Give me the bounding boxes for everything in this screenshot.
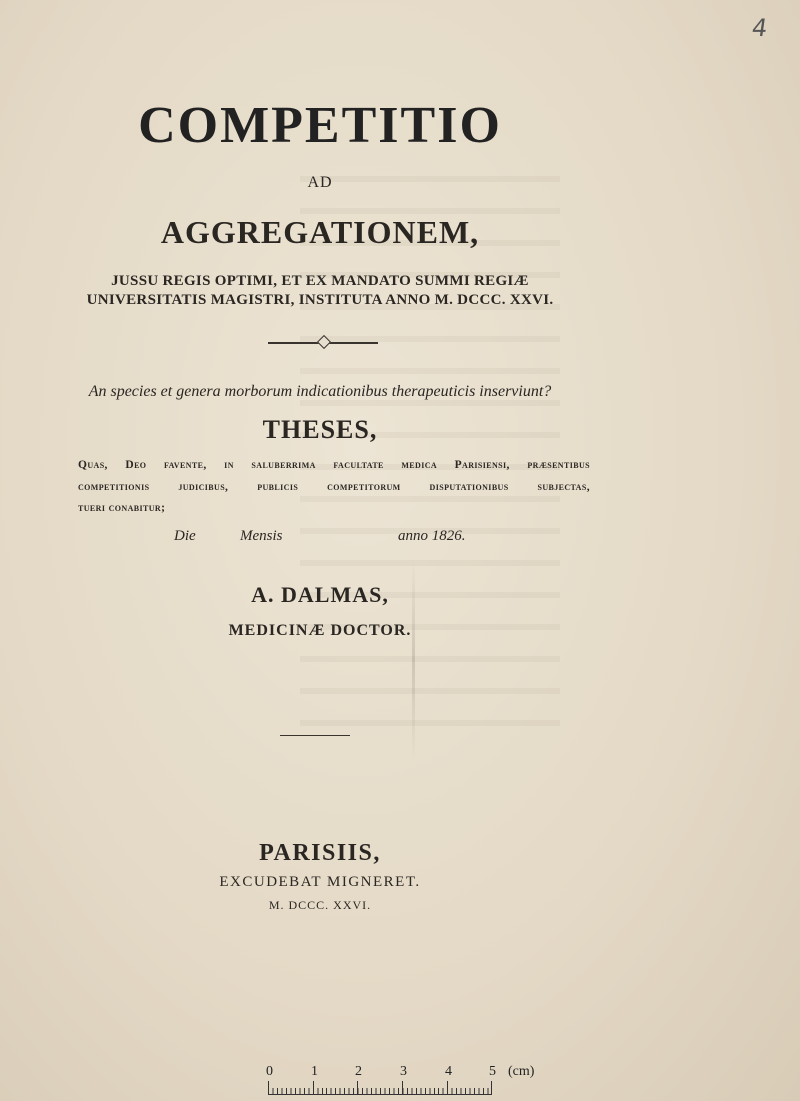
connector-word: AD [307,174,333,191]
scale-label-3: 3 [400,1064,407,1079]
theses-heading: THESES, [262,415,378,444]
thesis-question: An species et genera morborum indicationibus therapeuticis inserviunt? [88,383,552,400]
scale-label-5: 5 [489,1064,496,1079]
dedication-line-2: competitionis judicibus, publicis competitorum disputationibus subjectas, [78,481,590,493]
date-mensis: Mensis [240,528,283,544]
scale-tick [402,1081,403,1094]
imprint-city: PARISIIS, [259,840,381,866]
scale-tick [357,1081,358,1094]
scale-tick [313,1081,314,1094]
subtitle: AGGREGATIONEM, [160,214,480,250]
scale-unit: (cm) [508,1064,535,1079]
date-anno: anno 1826. [398,528,466,544]
author-degree: MEDICINÆ DOCTOR. [228,622,412,639]
mandate-line-2: UNIVERSITATIS MAGISTRI, INSTITUTA ANNO M. DCCC. XXVI. [86,292,554,308]
imprint-printer: EXCUDEBAT MIGNERET. [219,874,421,890]
scale-tick [447,1081,448,1094]
pencil-page-number: 4 [750,14,770,42]
scale-label-4: 4 [445,1064,452,1079]
scale-label-0: 0 [266,1064,273,1079]
author-name: A. DALMAS, [251,582,389,607]
scale-label-1: 1 [311,1064,318,1079]
mandate-line-1: JUSSU REGIS OPTIMI, ET EX MANDATO SUMMI REGIÆ [111,273,529,289]
date-die: Die [174,528,196,544]
scale-tick [491,1081,492,1094]
imprint-year: M. DCCC. XXVI. [268,898,372,912]
main-title: COMPETITIO [138,97,502,154]
scale-tick [268,1081,269,1094]
dedication-line-3: tueri conabitur; [78,502,166,514]
scale-label-2: 2 [355,1064,362,1079]
scale-ruler [268,1084,492,1095]
dedication-line-1: Quas, Deo favente, in saluberrima facultate medica Parisiensi, præsentibus [78,459,590,471]
